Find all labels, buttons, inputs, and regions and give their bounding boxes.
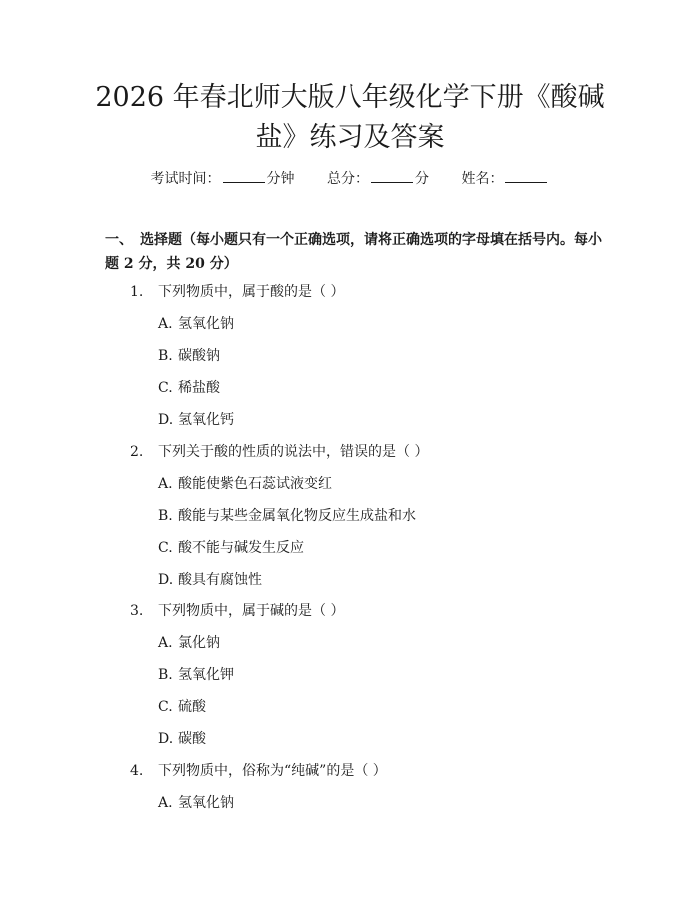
question-text: 下列物质中，属于碱的是（ ） [158, 603, 345, 619]
option-text: 酸能使紫色石蕊试液变红 [178, 476, 332, 492]
score-unit: 分 [415, 171, 429, 187]
page-title-line1: 2026 年春北师大版八年级化学下册《酸碱 [95, 82, 605, 113]
option-letter: C. [158, 699, 173, 715]
q3-option-c [158, 697, 206, 717]
option-letter: B. [158, 348, 173, 364]
exam-meta [0, 168, 700, 188]
option-text: 氢氧化钙 [178, 412, 234, 428]
option-text: 酸具有腐蚀性 [178, 572, 262, 588]
option-text: 硫酸 [178, 699, 206, 715]
time-field [151, 168, 295, 188]
option-text: 氢氧化钾 [178, 667, 234, 683]
option-text: 酸不能与碱发生反应 [178, 540, 304, 556]
option-letter: B. [158, 667, 173, 683]
question-number: 3. [130, 603, 144, 619]
question-number: 1. [130, 284, 144, 300]
question-2 [130, 442, 428, 462]
q3-option-d [158, 729, 206, 749]
q1-option-c [158, 378, 220, 398]
option-text: 碳酸 [178, 731, 206, 747]
page-title-line2: 盐》练习及答案 [255, 122, 445, 153]
option-text: 氢氧化钠 [178, 316, 234, 332]
option-letter: D. [158, 572, 174, 588]
question-text: 下列物质中，俗称为“纯碱”的是（ ） [158, 763, 387, 779]
question-text: 下列物质中，属于酸的是（ ） [158, 284, 345, 300]
q1-option-b [158, 346, 220, 366]
option-letter: A. [158, 476, 173, 492]
score-label: 总分： [327, 171, 369, 187]
time-label: 考试时间： [150, 171, 221, 187]
section-heading [105, 228, 605, 276]
option-text: 氢氧化钠 [178, 795, 234, 811]
q3-option-a [158, 633, 220, 653]
q2-option-d [158, 570, 262, 590]
q1-option-a [158, 314, 234, 334]
name-blank [505, 169, 547, 183]
time-blank [223, 169, 265, 183]
q2-option-b [158, 506, 416, 526]
option-letter: D. [158, 412, 174, 428]
time-unit: 分钟 [266, 171, 295, 187]
option-letter: A. [158, 635, 173, 651]
option-letter: A. [158, 795, 173, 811]
section-heading-text: 选择题（每小题只有一个正确选项，请将正确选项的字母填在括号内。每小题 2 分，共 20 分） [105, 232, 602, 272]
option-letter: C. [158, 540, 173, 556]
question-3 [130, 601, 344, 621]
option-letter: A. [158, 316, 173, 332]
name-field [461, 168, 549, 188]
option-text: 酸能与某些金属氧化物反应生成盐和水 [178, 508, 416, 524]
q3-option-b [158, 665, 234, 685]
question-number: 2. [130, 444, 144, 460]
q2-option-c [158, 538, 304, 558]
q4-option-a [158, 793, 234, 813]
score-field [327, 168, 429, 188]
score-blank [371, 169, 413, 183]
option-text: 氯化钠 [178, 635, 220, 651]
question-number: 4. [130, 763, 144, 779]
option-letter: D. [158, 731, 174, 747]
name-label: 姓名： [461, 171, 504, 187]
option-letter: C. [158, 380, 173, 396]
section-number: 一、 [105, 232, 133, 248]
question-1 [130, 282, 344, 302]
question-4 [130, 761, 387, 781]
question-text: 下列关于酸的性质的说法中，错误的是（ ） [158, 444, 429, 460]
option-text: 碳酸钠 [178, 348, 220, 364]
q1-option-d [158, 410, 234, 430]
option-text: 稀盐酸 [178, 380, 220, 396]
option-letter: B. [158, 508, 173, 524]
q2-option-a [158, 474, 332, 494]
